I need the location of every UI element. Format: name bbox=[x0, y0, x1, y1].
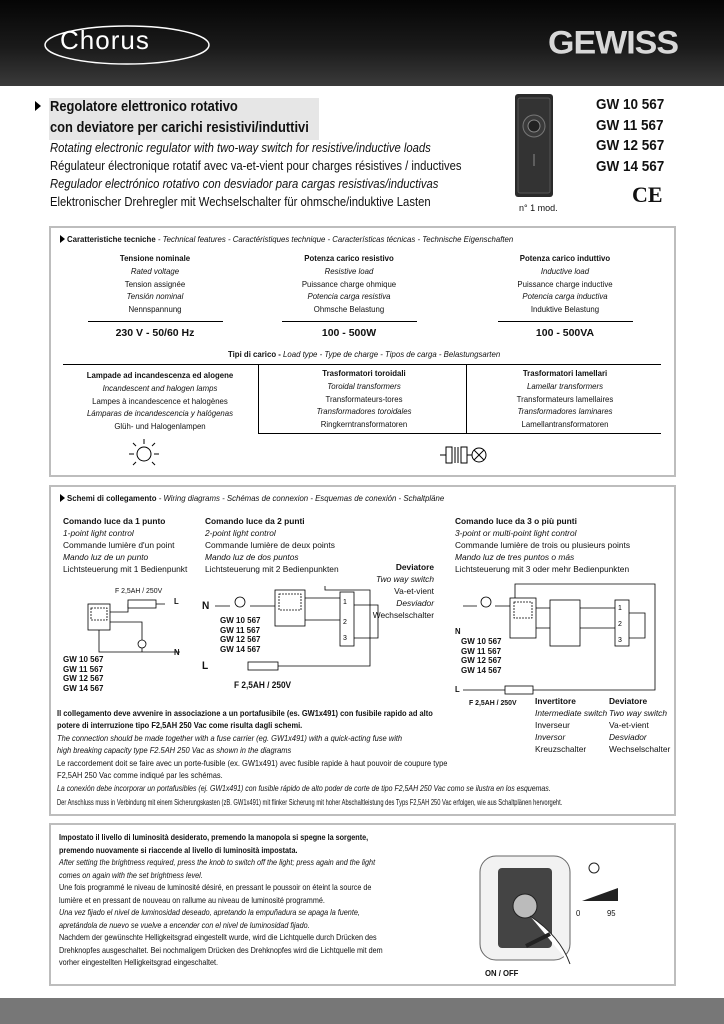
title-de: Elektronischer Drehregler mit Wechselschalter für ohmsche/induktive Lasten bbox=[50, 195, 431, 209]
invertitore-label: Invertitore Intermediate switch Inverseur Inversor Kreuzschalter bbox=[535, 696, 608, 754]
codes-1: GW 10 567 GW 11 567 GW 12 567 GW 14 567 bbox=[63, 655, 104, 693]
note-en-1: The connection should be made together with a fuse carrier (eg. GW1x491) with a quick-acting fuse with bbox=[57, 733, 403, 743]
l-label: L bbox=[455, 684, 460, 694]
wiring-p3: Comando luce da 3 o più punti 3-point or multi-point light control Commande lumière de trois ou plusieurs points Mando luz de tres puntos o más Lichtsteuerung mit 3 oder mehr Bedienpunkten bbox=[455, 516, 631, 574]
footer-bar bbox=[0, 998, 724, 1024]
svg-text:3: 3 bbox=[618, 637, 622, 644]
tech-header: Caratteristiche tecniche - Technical features - Caractéristiques technique - Características técnicas - Technische Eigenschaften bbox=[67, 234, 514, 244]
inductive-value: 100 - 500VA bbox=[535, 327, 595, 339]
divider bbox=[258, 433, 661, 434]
divider bbox=[258, 364, 259, 434]
svg-text:1: 1 bbox=[343, 599, 347, 606]
fuse-label: F 2,5AH / 250V bbox=[115, 586, 163, 595]
product-code: GW 12 567 bbox=[596, 137, 665, 154]
deviatore-label-2: Deviatore Two way switch Va-et-vient Desviador Wechselschalter bbox=[609, 696, 671, 754]
load-toroidal: Trasformatori toroidali Toroidal transformers Transformateurs-tores Transformadores toroidales Ringkerntransformatoren bbox=[316, 368, 412, 430]
module-label: n° 1 mod. bbox=[519, 203, 558, 213]
note-fr-2: F2,5AH 250 Vac comme indiqué par les schémas. bbox=[57, 770, 223, 780]
svg-text:1: 1 bbox=[618, 605, 622, 612]
col-inductive: Potenza carico induttivo Inductive load Puissance charge inductive Potencia carga inductiva Induktive Belastung bbox=[517, 253, 613, 315]
usage-text: Impostato il livello di luminosità desiderato, premendo la manopola si spegne la sorgente, premendo nuovamente si riaccende al livello di luminosità impostata. After setting the brightness required, press the knob to switch off the light; press again and the light comes on again with the set brightness level. Une fois programmé le niveau de luminosité désiré, en pressant le poussoir on éteint la source de lumière et en pressant de nouveau on rallume au niveau de luminosité programmé. Una vez fijado el nivel de luminosidad deseado, apretando la empuñadura se apaga la fuente, apretándola de nuevo se vuelve a encender con el nivel de luminosidad fijado. Nachdem der gewünschte Helligkeitsgrad eingestellt wurde, wird die Lichtquelle durch Drücken des Drehknopfes ausgeschaltet. Bei nochmaligem Drücken des Drehknopfes wird die Lichtquelle mit dem vorher eingestellten Helligkeitsgrad eingeschaltet. bbox=[59, 832, 383, 967]
fuse-label: F 2,5AH / 250V bbox=[234, 680, 292, 690]
divider bbox=[466, 364, 467, 434]
note-fr-1: Le raccordement doit se faire avec un porte-fusible (ex. GW1x491) avec fusible rapide à haut pouvoir de coupure type bbox=[57, 758, 448, 768]
deviatore-label: Deviatore Two way switch Va-et-vient Desviador Wechselschalter bbox=[372, 562, 434, 620]
triangle-bullet-icon bbox=[60, 494, 65, 502]
note-it-2: potere di interruzione tipo F2,5AH 250 Vac come risulta dagli schemi. bbox=[57, 720, 303, 730]
brand-gewiss: GEWISS bbox=[548, 24, 679, 62]
l-label: L bbox=[202, 660, 209, 672]
divider bbox=[63, 364, 661, 365]
codes-2: GW 10 567 GW 11 567 GW 12 567 GW 14 567 bbox=[220, 616, 261, 654]
n-label: N bbox=[455, 626, 461, 636]
min-label: 0 bbox=[576, 908, 581, 918]
col-resistive: Potenza carico resistivo Resistive load Puissance charge ohmique Potencia carga resistiva Ohmsche Belastung bbox=[301, 253, 397, 315]
wiring-p2: Comando luce da 2 punti 2-point light control Commande lumière de deux points Mando luz de dos puntos Lichtsteuerung mit 2 Bedienpunkten bbox=[205, 516, 339, 574]
wiring-header: Schemi di collegamento - Wiring diagrams - Schémas de connexion - Esquemas de conexión - Schaltpläne bbox=[67, 493, 445, 503]
rotary-knob-icon bbox=[515, 94, 553, 197]
l-label: L bbox=[174, 596, 179, 606]
divider bbox=[88, 321, 223, 322]
voltage-value: 230 V - 50/60 Hz bbox=[115, 327, 195, 339]
svg-text:2: 2 bbox=[618, 621, 622, 628]
n-label: N bbox=[202, 600, 210, 612]
note-es: La conexión debe incorporar un portafusibles (ej. GW1x491) con fusible rápido de alto poder de corte de tipo F2,5AH 250 Vac como se ilustra en los esquemas. bbox=[57, 783, 551, 793]
onoff-label: ON / OFF bbox=[485, 968, 519, 978]
triangle-bullet-icon bbox=[35, 101, 41, 111]
resistive-value: 100 - 500W bbox=[321, 327, 377, 339]
load-type-header: Tipi di carico - Load type - Type de charge - Tipos de carga - Belastungsarten bbox=[228, 349, 501, 359]
product-code: GW 11 567 bbox=[596, 117, 664, 134]
svg-text:3: 3 bbox=[343, 635, 347, 642]
note-it-1: Il collegamento deve avvenire in associazione a un portafusibile (es. GW1x491) con fusibile rapido ad alto bbox=[57, 708, 433, 718]
wiring-p1: Comando luce da 1 punto 1-point light control Commande lumière d'un point Mando luz de un punto Lichtsteuerung mit 1 Bedienpunkt bbox=[63, 516, 188, 574]
load-incandescent: Lampade ad incandescenza ed alogene Incandescent and halogen lamps Lampes à incandescence et halogènes Lámparas de incandescencia y halógenas Glüh- und Halogenlampen bbox=[86, 370, 234, 432]
title-es: Regulador electrónico rotativo con desviador para cargas resistivas/inductivas bbox=[50, 177, 439, 191]
title-it-2: con deviatore per carichi resistivi/induttivi bbox=[50, 119, 309, 136]
note-de: Der Anschluss muss in Verbindung mit einem Sicherungskasten (zB. GW1x491) mit flinker Sicherung mit hoher Abschaltleistung des Typs F2,5AH 250 Vac erfolgen, wie aus Schaltplänen hervorgeht. bbox=[57, 798, 563, 807]
product-code: GW 14 567 bbox=[596, 158, 665, 175]
title-en: Rotating electronic regulator with two-way switch for resistive/inductive loads bbox=[50, 141, 431, 155]
brand-chorus: Chorus bbox=[60, 25, 150, 55]
divider bbox=[282, 321, 417, 322]
lamp-icon bbox=[124, 436, 164, 470]
triangle-bullet-icon bbox=[60, 235, 65, 243]
col-voltage: Tensione nominale Rated voltage Tension assignée Tensión nominal Nennspannung bbox=[119, 253, 191, 315]
max-label: 95 bbox=[607, 908, 616, 918]
codes-3: GW 10 567 GW 11 567 GW 12 567 GW 14 567 bbox=[461, 637, 502, 675]
title-it-1: Regolatore elettronico rotativo bbox=[50, 98, 238, 115]
title-fr: Régulateur électronique rotatif avec va-et-vient pour charges résistives / inductives bbox=[50, 159, 462, 173]
note-en-2: high breaking capacity type F2.5AH 250 Vac as shown in the diagrams bbox=[57, 745, 292, 755]
divider bbox=[498, 321, 633, 322]
load-lamellar: Trasformatori lamellari Lamellar transformers Transformateurs lamellaires Transformadores laminares Lamellantransformatoren bbox=[516, 368, 614, 430]
product-code: GW 10 567 bbox=[596, 96, 665, 113]
n-label: N bbox=[174, 647, 180, 657]
hand-pressing-knob-icon bbox=[470, 846, 650, 968]
svg-text:2: 2 bbox=[343, 619, 347, 626]
ce-mark: CE bbox=[632, 182, 663, 207]
transformer-icon bbox=[438, 443, 490, 467]
device-image bbox=[515, 94, 553, 197]
fuse-label: F 2,5AH / 250V bbox=[469, 698, 517, 707]
